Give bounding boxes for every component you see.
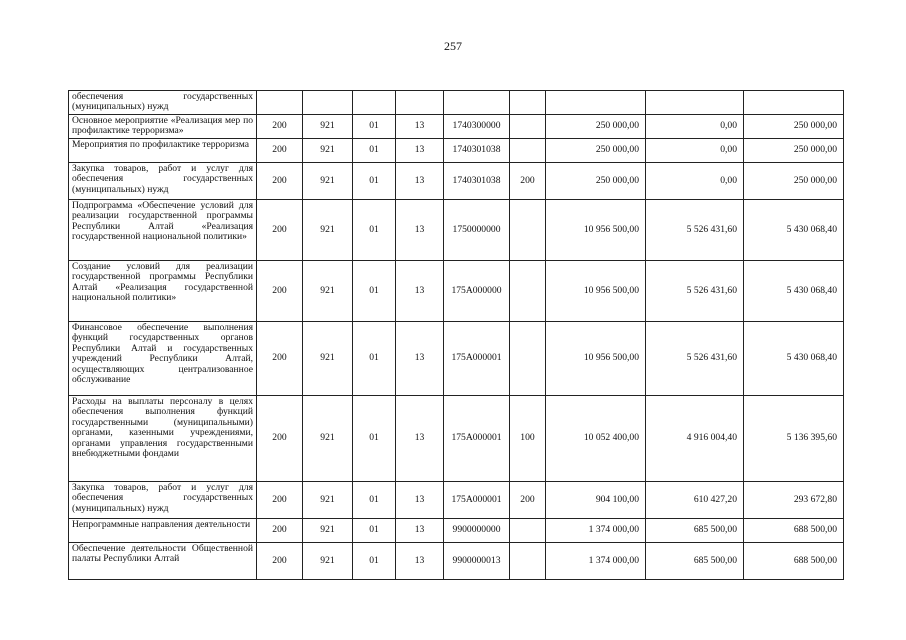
cell-name: Подпрограмма «Обеспечение условий для реализации государственной программы Республики Алтай «Реализация государственной национальной политики» [69,200,257,261]
cell-s3: 5 430 068,40 [744,261,844,322]
cell-s1: 10 956 500,00 [546,261,646,322]
table-row [69,322,844,396]
cell-adm: 200 [257,396,303,482]
cell-ved: 921 [303,322,353,396]
cell-ved: 921 [303,163,353,200]
cell-adm: 200 [257,322,303,396]
cell-s1: 250 000,00 [546,115,646,139]
cell-s1: 10 052 400,00 [546,396,646,482]
cell-csr: 1740301038 [444,163,510,200]
cell-pr: 13 [396,261,444,322]
cell-s2: 0,00 [646,163,744,200]
cell-s1 [546,91,646,115]
cell-name: Закупка товаров, работ и услуг для обеспечения государственных (муниципальных) нужд [69,482,257,519]
table-body [69,91,844,580]
table-row [69,115,844,139]
cell-rz: 01 [353,396,396,482]
cell-rz: 01 [353,482,396,519]
cell-adm: 200 [257,543,303,580]
cell-rz: 01 [353,163,396,200]
cell-adm: 200 [257,200,303,261]
cell-vr [510,261,546,322]
cell-ved: 921 [303,115,353,139]
cell-s3: 250 000,00 [744,163,844,200]
cell-csr: 175А000001 [444,482,510,519]
cell-s2: 4 916 004,40 [646,396,744,482]
cell-adm: 200 [257,115,303,139]
cell-s3: 5 136 395,60 [744,396,844,482]
cell-rz: 01 [353,543,396,580]
cell-pr [396,91,444,115]
cell-s2: 0,00 [646,139,744,163]
cell-s3: 250 000,00 [744,115,844,139]
cell-s2: 5 526 431,60 [646,200,744,261]
cell-s3: 688 500,00 [744,519,844,543]
table-row [69,482,844,519]
cell-vr: 200 [510,482,546,519]
cell-csr: 9900000000 [444,519,510,543]
cell-s3: 5 430 068,40 [744,200,844,261]
cell-name: Расходы на выплаты персоналу в целях обеспечения выполнения функций государственными (муниципальными) органами, казенными учреждениями, органами управления государственными внебюджетными фондами [69,396,257,482]
cell-rz: 01 [353,261,396,322]
cell-adm: 200 [257,139,303,163]
cell-vr [510,139,546,163]
cell-pr: 13 [396,322,444,396]
cell-ved: 921 [303,543,353,580]
cell-s1: 10 956 500,00 [546,200,646,261]
cell-name: Непрограммные направления деятельности [69,519,257,543]
cell-adm: 200 [257,163,303,200]
table-row [69,396,844,482]
cell-s1: 250 000,00 [546,139,646,163]
cell-s3 [744,91,844,115]
cell-ved: 921 [303,261,353,322]
cell-s1: 250 000,00 [546,163,646,200]
cell-ved [303,91,353,115]
cell-pr: 13 [396,543,444,580]
cell-csr: 175А000000 [444,261,510,322]
budget-table [68,90,844,580]
table-row [69,139,844,163]
cell-s2: 0,00 [646,115,744,139]
cell-ved: 921 [303,396,353,482]
table-row [69,519,844,543]
cell-adm: 200 [257,482,303,519]
cell-csr: 1740301038 [444,139,510,163]
cell-s1: 10 956 500,00 [546,322,646,396]
cell-name: Основное мероприятие «Реализация мер по профилактике терроризма» [69,115,257,139]
cell-vr [510,519,546,543]
page-number: 257 [444,39,462,53]
cell-rz: 01 [353,322,396,396]
cell-name: Создание условий для реализации государственной программы Республики Алтай «Реализация государственной национальной политики» [69,261,257,322]
cell-csr: 1750000000 [444,200,510,261]
cell-csr: 175А000001 [444,396,510,482]
cell-pr: 13 [396,115,444,139]
cell-s3: 5 430 068,40 [744,322,844,396]
cell-s2: 5 526 431,60 [646,322,744,396]
cell-vr [510,200,546,261]
cell-csr: 175А000001 [444,322,510,396]
cell-ved: 921 [303,200,353,261]
table-row [69,200,844,261]
cell-ved: 921 [303,482,353,519]
cell-s3: 293 672,80 [744,482,844,519]
cell-pr: 13 [396,200,444,261]
cell-pr: 13 [396,519,444,543]
cell-s1: 904 100,00 [546,482,646,519]
cell-adm: 200 [257,519,303,543]
cell-rz: 01 [353,115,396,139]
cell-ved: 921 [303,139,353,163]
cell-adm [257,91,303,115]
cell-vr: 200 [510,163,546,200]
cell-s2: 5 526 431,60 [646,261,744,322]
cell-rz: 01 [353,200,396,261]
cell-s1: 1 374 000,00 [546,519,646,543]
table-row [69,543,844,580]
cell-name: Финансовое обеспечение выполнения функций государственных органов Республики Алтай и государственных учреждений Республики Алтай, осуществляющих централизованное обслуживание [69,322,257,396]
cell-pr: 13 [396,482,444,519]
cell-csr [444,91,510,115]
cell-vr: 100 [510,396,546,482]
cell-vr [510,322,546,396]
cell-rz: 01 [353,519,396,543]
table-row [69,163,844,200]
cell-s3: 250 000,00 [744,139,844,163]
cell-pr: 13 [396,163,444,200]
cell-rz [353,91,396,115]
cell-vr [510,91,546,115]
cell-adm: 200 [257,261,303,322]
cell-name: обеспечения государственных (муниципальных) нужд [69,91,257,115]
cell-s1: 1 374 000,00 [546,543,646,580]
cell-s2: 685 500,00 [646,519,744,543]
cell-ved: 921 [303,519,353,543]
table-row [69,91,844,115]
cell-s2: 685 500,00 [646,543,744,580]
cell-csr: 1740300000 [444,115,510,139]
cell-vr [510,543,546,580]
cell-csr: 9900000013 [444,543,510,580]
cell-s2: 610 427,20 [646,482,744,519]
cell-pr: 13 [396,396,444,482]
cell-rz: 01 [353,139,396,163]
cell-name: Обеспечение деятельности Общественной палаты Республики Алтай [69,543,257,580]
cell-vr [510,115,546,139]
cell-name: Закупка товаров, работ и услуг для обеспечения государственных (муниципальных) нужд [69,163,257,200]
cell-s2 [646,91,744,115]
table-row [69,261,844,322]
cell-s3: 688 500,00 [744,543,844,580]
cell-name: Мероприятия по профилактике терроризма [69,139,257,163]
cell-pr: 13 [396,139,444,163]
